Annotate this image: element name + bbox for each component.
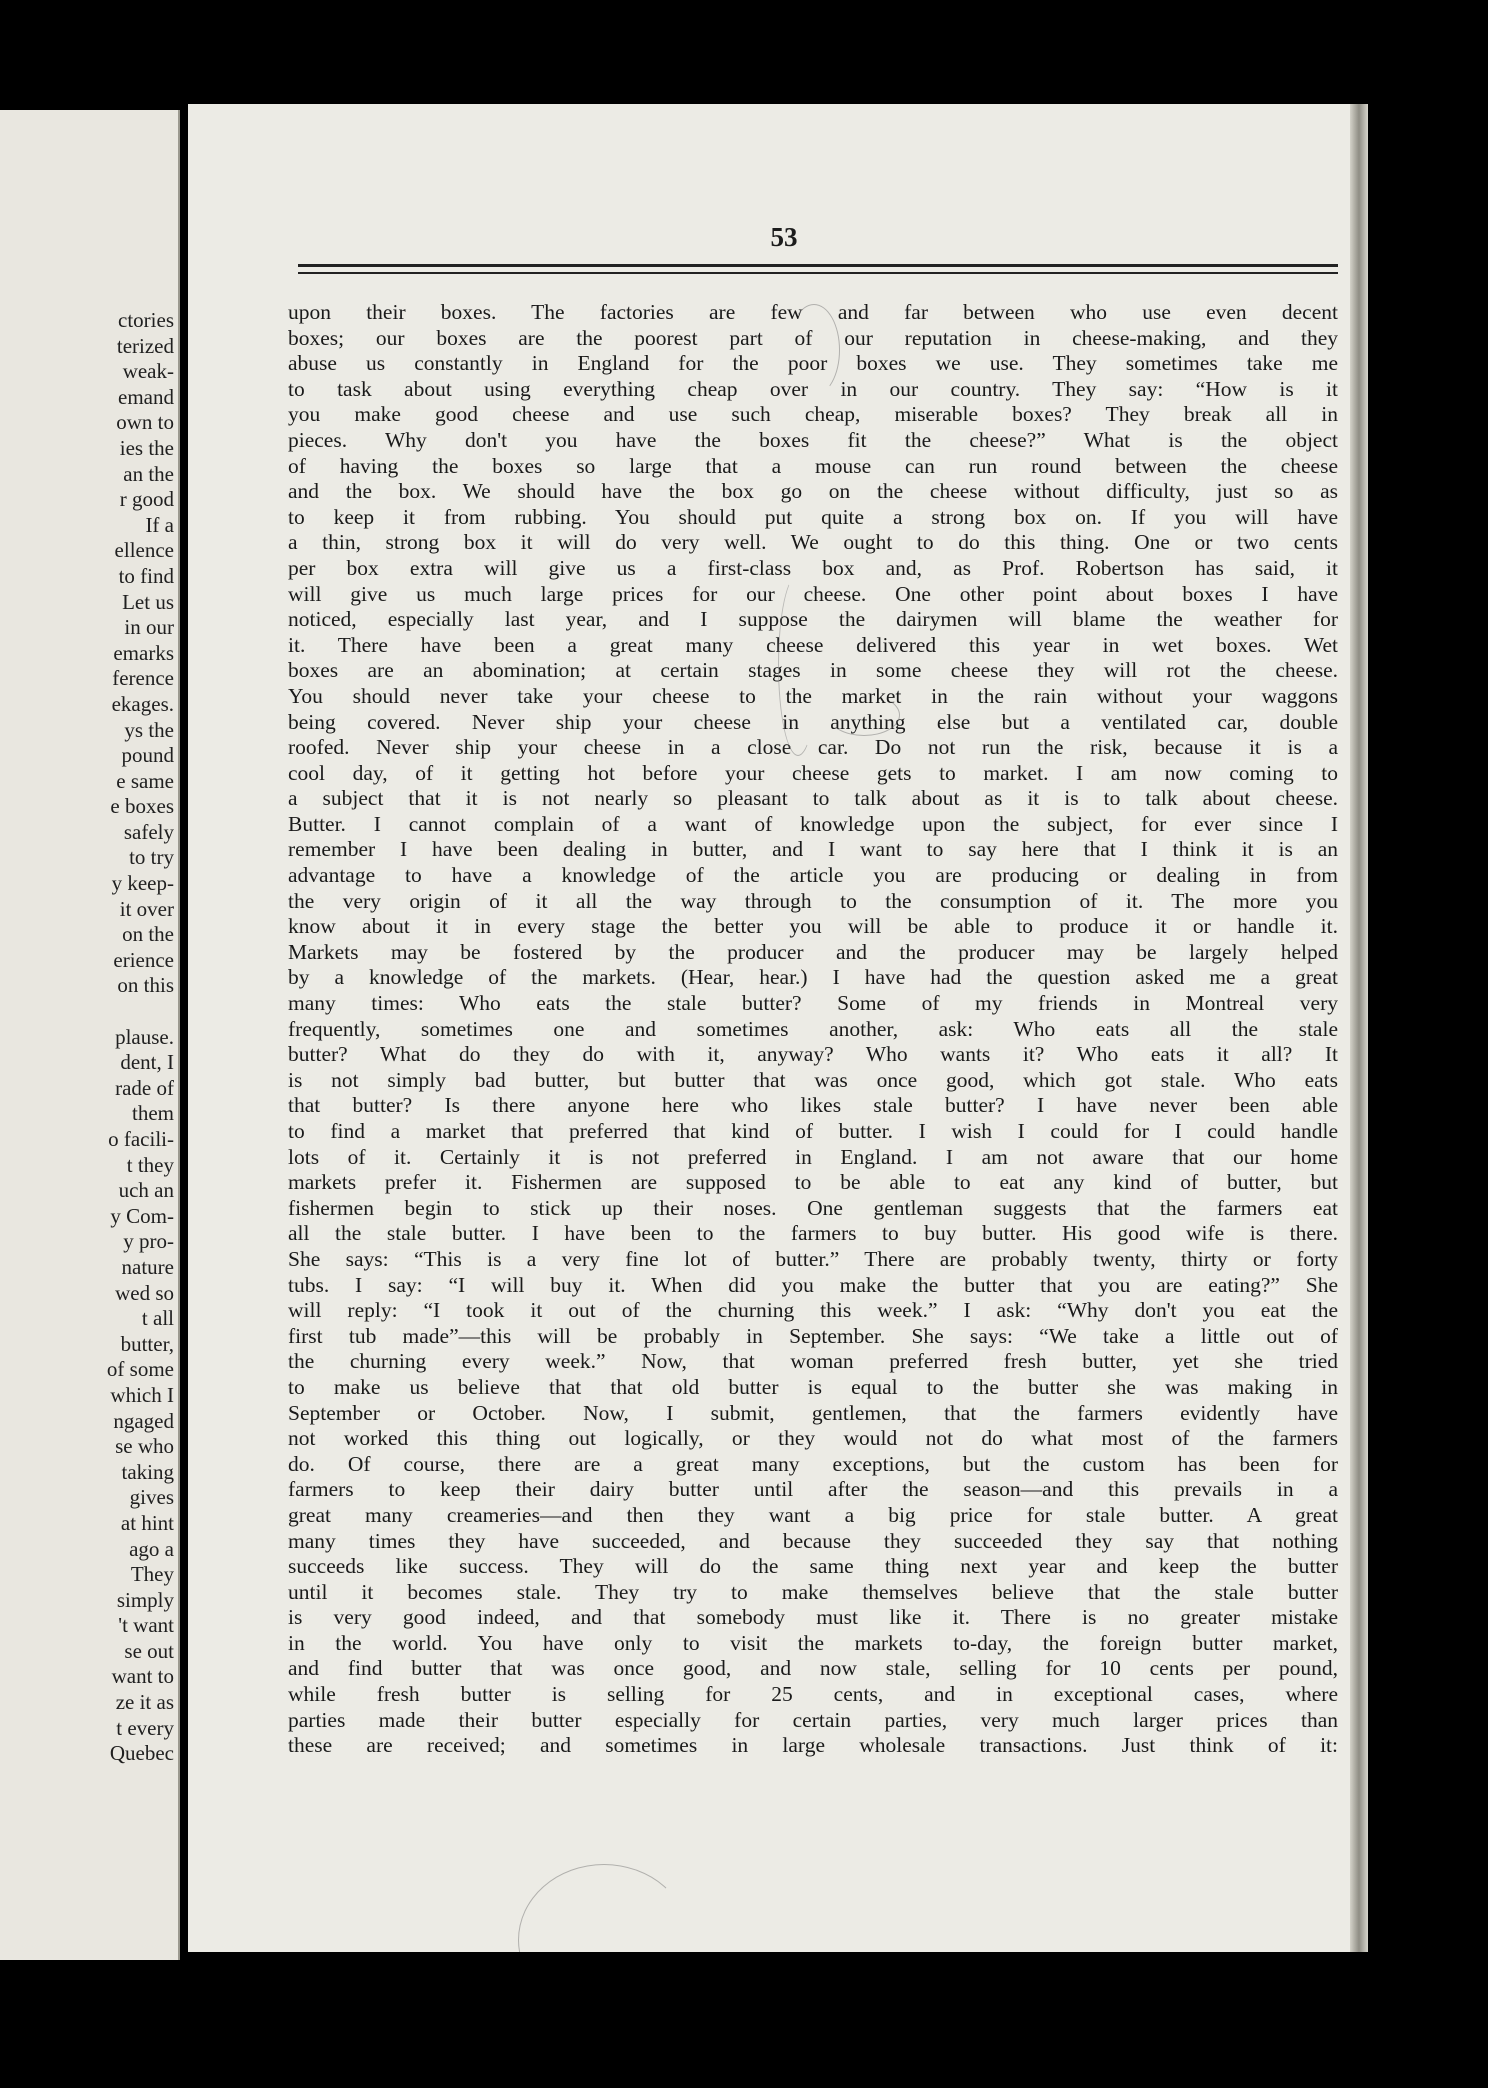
text-line: frequently, sometimes one and sometimes another, ask: Who eats all the stale bbox=[288, 1016, 1338, 1041]
text-line: to keep it from rubbing. You should put quite a strong box on. If you will have bbox=[288, 504, 1338, 529]
facing-text-line: ference bbox=[112, 666, 174, 691]
facing-text-line: y Com- bbox=[110, 1203, 174, 1228]
text-line: being covered. Never ship your cheese in anything else but a ventilated car, double bbox=[288, 709, 1338, 734]
text-line: roofed. Never ship your cheese in a close car. Do not run the risk, because it is a bbox=[288, 735, 1338, 760]
facing-page-text bbox=[0, 308, 174, 1767]
facing-text-line: e boxes bbox=[110, 794, 174, 819]
text-line: boxes; our boxes are the poorest part of our reputation in cheese-making, and they bbox=[288, 325, 1338, 350]
page-edge bbox=[1350, 104, 1368, 1952]
facing-text-line: ekages. bbox=[111, 691, 174, 716]
text-line: pieces. Why don't you have the boxes fit the cheese?” What is the object bbox=[288, 427, 1338, 452]
facing-text-line: an the bbox=[123, 461, 174, 486]
facing-text-line: nature bbox=[121, 1254, 174, 1279]
facing-text-line: o facili- bbox=[108, 1127, 174, 1151]
facing-text-line: se who bbox=[115, 1434, 174, 1459]
facing-page bbox=[0, 110, 180, 1960]
text-line: these are received; and sometimes in large wholesale transactions. Just think of it: bbox=[288, 1733, 1338, 1758]
text-line: upon their boxes. The factories are few and far between who use even decent bbox=[288, 300, 1338, 324]
facing-text-line: plause. bbox=[115, 1024, 174, 1049]
text-line: in the world. You have only to visit the markets to-day, the foreign butter market, bbox=[288, 1630, 1338, 1655]
text-line: by a knowledge of the markets. (Hear, hear.) I have had the question asked me a great bbox=[288, 965, 1338, 990]
facing-text-line: se out bbox=[124, 1638, 174, 1663]
text-line: the very origin of it all the way through to the consumption of it. The more you bbox=[288, 888, 1338, 913]
facing-text-line: t every bbox=[116, 1715, 174, 1740]
facing-text-line: ngaged bbox=[113, 1408, 174, 1433]
facing-text-line: If a bbox=[145, 512, 174, 537]
text-line: that butter? Is there anyone here who likes stale butter? I have never been able bbox=[288, 1093, 1338, 1118]
header-rule bbox=[298, 264, 1338, 267]
text-line: You should never take your cheese to the market in the rain without your waggons bbox=[288, 683, 1338, 708]
facing-text-line: ze it as bbox=[115, 1690, 174, 1715]
text-line: a subject that it is not nearly so pleasant to talk about as it is to talk about cheese. bbox=[288, 786, 1338, 811]
page bbox=[188, 104, 1368, 1952]
text-line: will reply: “I took it out of the churning this week.” I ask: “Why don't you eat the bbox=[288, 1298, 1338, 1323]
facing-text-line: r good bbox=[119, 487, 174, 512]
text-line: She says: “This is a very fine lot of butter.” There are probably twenty, thirty or forty bbox=[288, 1246, 1338, 1271]
text-line: the churning every week.” Now, that woman preferred fresh butter, yet she tried bbox=[288, 1349, 1338, 1374]
text-line: per box extra will give us a first-class box and, as Prof. Robertson has said, it bbox=[288, 555, 1338, 580]
facing-text-line: 't want bbox=[118, 1613, 174, 1638]
body-text bbox=[288, 300, 1338, 1759]
text-line: great many creameries—and then they want a big price for stale butter. A great bbox=[288, 1502, 1338, 1527]
facing-text-line: taking bbox=[121, 1459, 174, 1484]
text-line: tubs. I say: “I will buy it. When did you make the butter that you are eating?” She bbox=[288, 1272, 1338, 1297]
facing-text-line: t all bbox=[141, 1306, 174, 1331]
text-line: noticed, especially last year, and I suppose the dairymen will blame the weather for bbox=[288, 607, 1338, 632]
text-line: will give us much large prices for our cheese. One other point about boxes I have bbox=[288, 581, 1338, 606]
facing-text-line: simply bbox=[116, 1587, 174, 1612]
text-line: many times they have succeeded, and because they succeeded they say that nothing bbox=[288, 1528, 1338, 1553]
facing-text-line: which I bbox=[110, 1382, 174, 1407]
facing-text-line: emand bbox=[118, 384, 174, 409]
text-line: is not simply bad butter, but butter that was once good, which got stale. Who eats bbox=[288, 1067, 1338, 1092]
text-line: parties made their butter especially for certain parties, very much larger prices than bbox=[288, 1707, 1338, 1732]
facing-text-line: of some bbox=[106, 1357, 174, 1382]
text-line: farmers to keep their dairy butter until after the season—and this prevails in a bbox=[288, 1477, 1338, 1502]
text-line: is very good indeed, and that somebody must like it. There is no greater mistake bbox=[288, 1605, 1338, 1630]
text-line: many times: Who eats the stale butter? Some of my friends in Montreal very bbox=[288, 991, 1338, 1016]
facing-text-line: dent, I bbox=[120, 1050, 174, 1075]
facing-text-line: on this bbox=[117, 973, 174, 998]
facing-text-line: y keep- bbox=[111, 871, 174, 896]
text-line: cool day, of it getting hot before your cheese gets to market. I am now coming to bbox=[288, 760, 1338, 785]
page-number: 53 bbox=[770, 222, 798, 252]
text-line: butter? What do they do with it, anyway? Who wants it? Who eats it all? It bbox=[288, 1042, 1338, 1067]
text-line: to make us believe that that old butter is equal to the butter she was making in bbox=[288, 1374, 1338, 1399]
header-rule-thin bbox=[298, 272, 1338, 274]
text-line: know about it in every stage the better you will be able to produce it or handle it. bbox=[288, 914, 1338, 939]
facing-text-line: uch an bbox=[118, 1178, 174, 1203]
facing-text-line: ctories bbox=[118, 308, 174, 332]
facing-text-line bbox=[0, 999, 174, 1025]
text-line: do. Of course, there are a great many exceptions, but the custom has been for bbox=[288, 1451, 1338, 1476]
text-line: a thin, strong box it will do very well. We ought to do this thing. One or two cents bbox=[288, 530, 1338, 555]
text-line: Butter. I cannot complain of a want of knowledge upon the subject, for ever since I bbox=[288, 811, 1338, 836]
text-line: while fresh butter is selling for 25 cents, and in exceptional cases, where bbox=[288, 1682, 1338, 1707]
facing-text-line: gives bbox=[129, 1485, 174, 1510]
pencil-mark bbox=[778, 574, 818, 756]
text-line: all the stale butter. I have been to the farmers to buy butter. His good wife is there. bbox=[288, 1221, 1338, 1246]
text-line: boxes are an abomination; at certain stages in some cheese they will rot the cheese. bbox=[288, 658, 1338, 683]
text-line: not worked this thing out logically, or they would not do what most of the farmers bbox=[288, 1426, 1338, 1451]
facing-text-line: wed so bbox=[115, 1280, 174, 1305]
facing-text-line: Quebec bbox=[109, 1741, 174, 1766]
text-line: fishermen begin to stick up their noses. One gentleman suggests that the farmers eat bbox=[288, 1195, 1338, 1220]
facing-text-line: Let us bbox=[122, 589, 174, 614]
text-line: Markets may be fostered by the producer and the producer may be largely helped bbox=[288, 939, 1338, 964]
text-line: and the box. We should have the box go on the cheese without difficulty, just so as bbox=[288, 479, 1338, 504]
text-line: of having the boxes so large that a mouse can run round between the cheese bbox=[288, 453, 1338, 478]
facing-text-line: it over bbox=[119, 896, 174, 921]
facing-text-line: butter, bbox=[120, 1331, 174, 1356]
facing-text-line: want to bbox=[111, 1664, 174, 1689]
facing-text-line: ago a bbox=[129, 1536, 174, 1561]
facing-text-line: rade of bbox=[115, 1075, 174, 1100]
facing-text-line: at hint bbox=[120, 1510, 174, 1535]
text-line: September or October. Now, I submit, gentlemen, that the farmers evidently have bbox=[288, 1400, 1338, 1425]
text-line: succeeds like success. They will do the same thing next year and keep the butter bbox=[288, 1554, 1338, 1579]
text-line: you make good cheese and use such cheap, miserable boxes? They break all in bbox=[288, 402, 1338, 427]
facing-text-line: safely bbox=[123, 819, 174, 844]
text-line: markets prefer it. Fishermen are supposed to be able to eat any kind of butter, but bbox=[288, 1170, 1338, 1195]
pencil-mark bbox=[828, 694, 900, 736]
text-line: first tub made”—this will be probably in September. She says: “We take a little out of bbox=[288, 1323, 1338, 1348]
facing-text-line: emarks bbox=[113, 640, 174, 665]
facing-text-line: to try bbox=[129, 845, 174, 870]
text-line: it. There have been a great many cheese delivered this year in wet boxes. Wet bbox=[288, 632, 1338, 657]
pencil-mark bbox=[788, 304, 840, 396]
text-line: to task about using everything cheap over in our country. They say: “How is it bbox=[288, 376, 1338, 401]
facing-text-line: ies the bbox=[119, 435, 174, 460]
facing-text-line: to find bbox=[118, 563, 174, 588]
text-line: to find a market that preferred that kind of butter. I wish I could for I could handle bbox=[288, 1119, 1338, 1143]
pencil-mark bbox=[518, 1864, 690, 1952]
text-line: advantage to have a knowledge of the article you are producing or dealing in from bbox=[288, 863, 1338, 888]
facing-text-line: terized bbox=[116, 333, 174, 358]
facing-text-line: erience bbox=[113, 947, 174, 972]
text-line: abuse us constantly in England for the poor boxes we use. They sometimes take me bbox=[288, 351, 1338, 376]
facing-text-line: e same bbox=[116, 768, 174, 793]
facing-text-line: ys the bbox=[124, 717, 174, 742]
facing-text-line: y pro- bbox=[123, 1229, 174, 1254]
facing-text-line: They bbox=[130, 1562, 174, 1587]
facing-text-line: in our bbox=[124, 615, 174, 640]
facing-text-line: t they bbox=[126, 1152, 174, 1177]
facing-text-line: pound bbox=[121, 743, 174, 768]
text-line: and find butter that was once good, and now stale, selling for 10 cents per pound, bbox=[288, 1656, 1338, 1681]
text-line: until it becomes stale. They try to make themselves believe that the stale butter bbox=[288, 1579, 1338, 1604]
facing-text-line: them bbox=[132, 1101, 174, 1126]
facing-text-line: weak- bbox=[122, 359, 174, 384]
text-line: lots of it. Certainly it is not preferred in England. I am not aware that our home bbox=[288, 1144, 1338, 1169]
text-line: remember I have been dealing in butter, and I want to say here that I think it is an bbox=[288, 837, 1338, 862]
facing-text-line: on the bbox=[122, 922, 174, 947]
facing-text-line: ellence bbox=[114, 538, 174, 563]
facing-text-line: own to bbox=[116, 410, 174, 435]
